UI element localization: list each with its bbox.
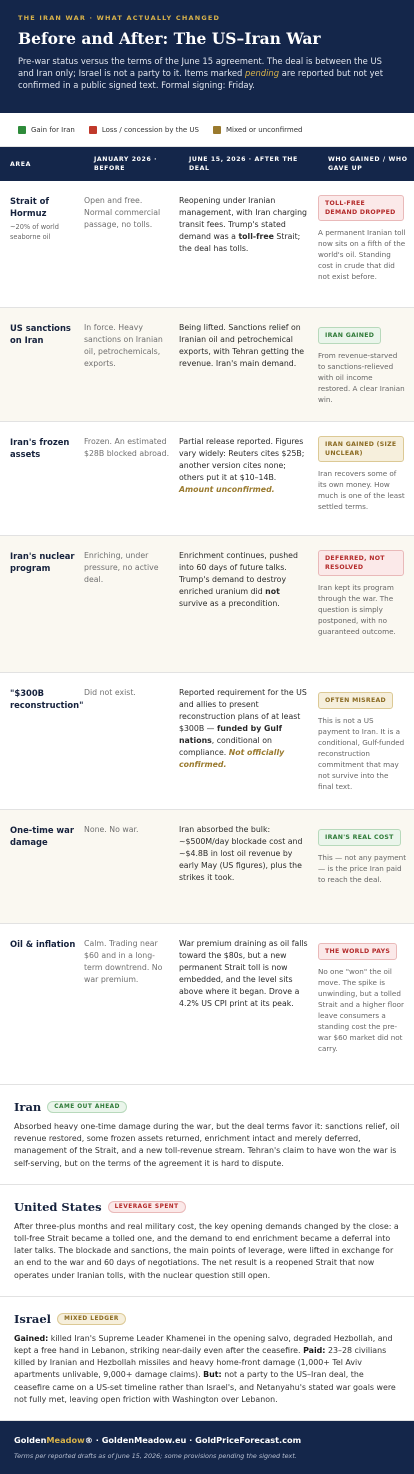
area-name: "$300B reconstruction" (10, 688, 84, 710)
area-cell (0, 550, 84, 672)
table-row (0, 673, 414, 810)
table-row (0, 181, 414, 308)
legend-swatch (213, 126, 221, 134)
verdict-text (14, 1221, 400, 1282)
who-cell (318, 938, 414, 1084)
legend-item (213, 126, 302, 134)
footer (0, 1421, 414, 1474)
status-badge: OFTEN MISREAD (318, 692, 393, 709)
column-header-area: AREA (10, 160, 31, 168)
status-badge: IRAN GAINED (SIZE UNCLEAR) (318, 436, 404, 462)
legend (0, 113, 414, 147)
before-cell: In force. Heavy sanctions on Iranian oil, petrochemicals, exports. (84, 323, 163, 368)
verdict-tag: CAME OUT AHEAD (47, 1101, 127, 1113)
table-row (0, 924, 414, 1085)
subtitle-b: are reported but not yet confirmed in a public signed text. Formal signing: Friday. (18, 68, 383, 90)
after-text: War premium draining as oil falls toward the $80s, but a new permanent Strait toll is now embedded, and the level sits above where it began. Drove a 4.2% US CPI print at its peak. (179, 939, 308, 1008)
area-cell (0, 687, 84, 809)
legend-item (89, 126, 199, 134)
before-cell: Did not exist. (84, 688, 136, 697)
who-cell (318, 195, 414, 307)
area-cell (0, 938, 84, 1084)
verdict-label: Gained: (14, 1333, 49, 1343)
table-header (0, 147, 414, 181)
status-badge: THE WORLD PAYS (318, 943, 397, 960)
subtitle (18, 55, 396, 91)
area-name: Iran's nuclear program (10, 551, 75, 573)
area-cell (0, 195, 84, 307)
footer-links: GoldenMeadow® · GoldenMeadow.eu · GoldPriceForecast.com (14, 1435, 302, 1446)
verdict-united-states (0, 1185, 414, 1297)
status-badge: DEFERRED, NOT RESOLVED (318, 550, 404, 576)
before-cell: Open and free. Normal commercial passage, no tolls. (84, 196, 161, 229)
who-note: This is not a US payment to Iran. It is a conditional, Gulf-funded reconstruction commitment that may not survive into the final text. (318, 716, 405, 791)
area-cell (0, 322, 84, 421)
who-note: A permanent Iranian toll now sits on a fifth of the world's oil. Standing cost in crude that did not exist before. (318, 228, 406, 281)
before-cell: Enriching, under pressure, no active deal. (84, 551, 159, 584)
legend-label: Mixed or unconfirmed (226, 125, 303, 134)
legend-swatch (89, 126, 97, 134)
after-text: Iran absorbed the bulk: ~$500M/day blockade cost and ~$4.8B in lost oil revenue by early May (US figures), plus the strikes it took. (179, 825, 303, 882)
table-row (0, 308, 414, 422)
after-text: Partial release reported. Figures vary widely: Reuters cites $25B; another version cites none; others put it at $10–14B. (179, 437, 305, 482)
who-cell (318, 322, 414, 421)
after-emphasis: funded by Gulf nations (179, 724, 283, 745)
verdict-body: killed Iran's Supreme Leader Khamenei in the opening salvo, degraded Hezbollah, and kept a free hand in Lebanon, striking near-daily even after the ceasefire. (14, 1333, 393, 1356)
after-cell (179, 687, 318, 809)
after-text: Reported requirement for the US and allies to present reconstruction plans of at least $300B — (179, 688, 307, 733)
footer-link-eu[interactable]: GoldenMeadow.eu (101, 1435, 187, 1446)
after-pending: Amount unconfirmed. (179, 485, 275, 494)
area-name: US sanctions on Iran (10, 323, 71, 345)
area-cell (0, 436, 84, 535)
before-cell: Frozen. An estimated $28B blocked abroad. (84, 437, 170, 458)
who-cell (318, 824, 414, 923)
who-cell (318, 436, 414, 535)
verdict-name: Israel (14, 1311, 52, 1326)
who-note: From revenue-starved to sanctions-relieved with oil income restored. A clear Iranian win. (318, 351, 405, 404)
before-cell: Calm. Trading near $60 and in a long-term downtrend. No war premium. (84, 939, 163, 984)
after-text-cont: , conditional on compliance. (179, 736, 272, 757)
area-name: One-time war damage (10, 825, 74, 847)
comparison-table (0, 181, 414, 1085)
after-emphasis: toll-free (238, 232, 274, 241)
before-cell: None. No war. (84, 825, 139, 834)
verdict-body: not a party to the US–Iran deal, the ceasefire came on a US-set timeline rather than Israel's, and Netanyahu's stated war goals were not fully met, leaving open friction with Washington over Lebanon. (14, 1370, 396, 1404)
footer-link-forecast[interactable]: GoldPriceForecast.com (195, 1435, 302, 1446)
header (0, 0, 414, 113)
after-emphasis: not (265, 587, 280, 596)
status-badge: IRAN'S REAL COST (318, 829, 401, 846)
legend-item (18, 126, 75, 134)
after-cell (179, 195, 318, 307)
verdict-header (14, 1200, 400, 1214)
after-text-cont: Strait; the deal has tolls. (179, 232, 301, 253)
verdict-label: Paid: (303, 1346, 326, 1356)
verdict-text (14, 1121, 400, 1170)
verdict-body: Absorbed heavy one-time damage during the war, but the deal terms favor it: sanctions relief, oil revenue restored, some frozen assets returned, enrichment intact and merely deferred, management of the Strait, and a new toll-revenue stream. Tehran's claim to have won the war is self-serving, but on the terms of the agreement it is hard to dispute. (14, 1122, 400, 1168)
table-row (0, 810, 414, 924)
after-pending: Not officially confirmed. (179, 748, 285, 769)
legend-swatch (18, 126, 26, 134)
table-row (0, 536, 414, 673)
area-name: Oil & inflation (10, 939, 76, 949)
area-name: Iran's frozen assets (10, 437, 70, 459)
footer-link-goldenmeadow[interactable]: GoldenMeadow® (14, 1435, 93, 1446)
verdict-name: United States (14, 1199, 102, 1214)
subtitle-a: Pre-war status versus the terms of the June 15 agreement. The deal is between the US and Iran only; Israel is not a party to it. Items marked (18, 56, 382, 78)
legend-label: Loss / concession by the US (101, 125, 200, 134)
footer-note: Terms per reported drafts as of June 15, 2026; some provisions pending the signed text. (14, 1452, 297, 1461)
after-cell (179, 938, 318, 1084)
who-cell (318, 687, 414, 809)
verdict-iran (0, 1085, 414, 1185)
area-name: Strait of Hormuz (10, 196, 50, 218)
kicker: THE IRAN WAR · WHAT ACTUALLY CHANGED (18, 14, 221, 22)
verdict-label: But: (203, 1370, 222, 1380)
after-cell (179, 322, 318, 421)
area-sub: ~20% of world seaborne oil (10, 223, 59, 241)
page-title: Before and After: The US–Iran War (18, 29, 321, 48)
after-text: Enrichment continues, pushed into 60 days of future talks. Trump's demand to destroy enriched uranium did (179, 551, 298, 596)
status-badge: TOLL-FREE DEMAND DROPPED (318, 195, 404, 221)
verdict-israel (0, 1297, 414, 1421)
verdict-body: 23–28 civilians killed by Iranian and Hezbollah missiles and heavy home-front damage (1,000+ Tel Aviv apartments unlivable, 9,000+ damage claims). (14, 1346, 387, 1380)
verdict-header (14, 1100, 400, 1114)
after-cell (179, 550, 318, 672)
who-note: Iran recovers some of its own money. How much is one of the least settled terms. (318, 469, 405, 511)
column-header-before: JANUARY 2026 · BEFORE (94, 156, 158, 172)
verdict-header (14, 1312, 400, 1326)
after-text: Being lifted. Sanctions relief on Iranian oil and petrochemical exports, with Tehran getting the revenue. Iran's main demand. (179, 323, 305, 368)
who-cell (318, 550, 414, 672)
table-row (0, 422, 414, 536)
who-note: Iran kept its program through the war. The question is simply postponed, with no guaranteed outcome. (318, 583, 396, 636)
after-cell (179, 824, 318, 923)
column-header-who: WHO GAINED / WHO GAVE UP (328, 156, 408, 172)
who-note: No one "won" the oil move. The spike is unwinding, but a tolled Strait and a higher floor leave consumers a standing cost the pre-war $60 market did not carry. (318, 967, 404, 1053)
verdict-tag: MIXED LEDGER (57, 1313, 126, 1325)
who-note: This — not any payment — is the price Iran paid to reach the deal. (318, 853, 407, 884)
verdict-text (14, 1333, 400, 1406)
after-cell (179, 436, 318, 535)
after-text-cont: survive as a precondition. (179, 599, 280, 608)
verdict-name: Iran (14, 1100, 42, 1114)
verdict-body: After three-plus months and real military cost, the key opening demands changed by the close: a toll-free Strait became a tolled one, and the demand to end enrichment became a deferral into later talks. The blockade and sanctions, the main points of leverage, were lifted in exchange for an end to the war and 60 days of negotiations. The net result is a reopened Strait that now operates under Iranian tolls, with the nuclear question still open. (14, 1221, 399, 1280)
after-text: Reopening under Iranian management, with Iran charging transit fees. Trump's stated demand was a (179, 196, 307, 241)
subtitle-pending: pending (245, 68, 280, 78)
status-badge: IRAN GAINED (318, 327, 381, 344)
area-cell (0, 824, 84, 923)
legend-label: Gain for Iran (31, 125, 75, 134)
verdict-tag: LEVERAGE SPENT (108, 1201, 186, 1213)
column-header-after: JUNE 15, 2026 · AFTER THE DEAL (189, 156, 298, 172)
verdict-sections (0, 1085, 414, 1421)
